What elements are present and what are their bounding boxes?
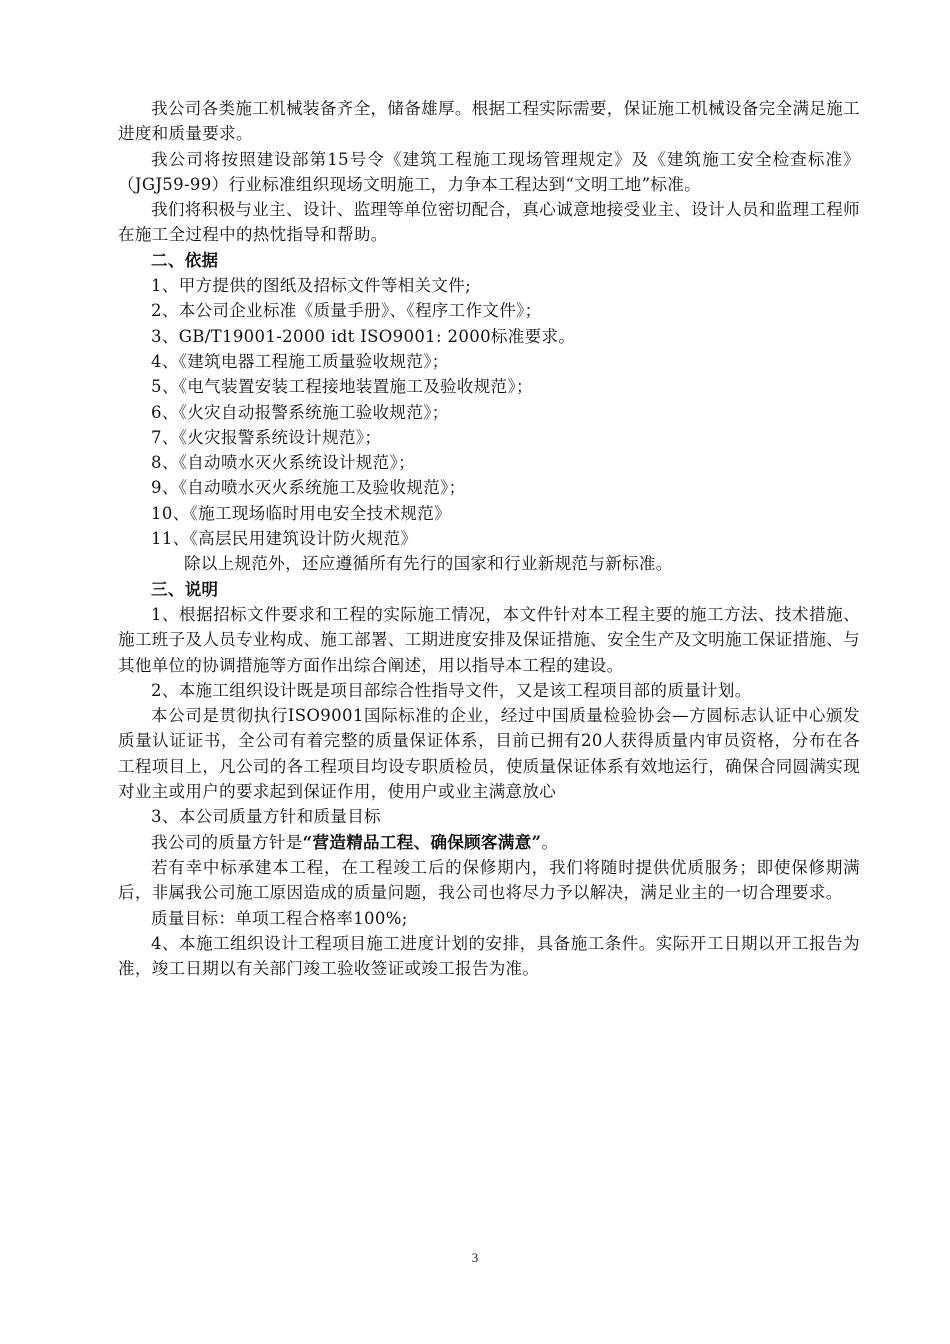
basis-item: 11、《高层民用建筑设计防火规范》 [151, 529, 418, 549]
basis-item: 1、甲方提供的图纸及招标文件等相关文件; [151, 276, 472, 296]
basis-item: 9、《自动喷水灭火系统施工及验收规范》； [151, 478, 466, 498]
quality-policy-paragraph [118, 830, 860, 855]
basis-item: 10、《施工现场临时用电安全技术规范》 [151, 503, 451, 523]
intro-paragraph-2: 我公司将按照建设部第15号令《建筑工程施工现场管理规定》及《建筑施工安全检查标准》（JGJ59-99）行业标准组织现场文明施工，力争本工程达到“文明工地”标准。 [118, 149, 860, 194]
quality-goal: 质量目标：单项工程合格率100%; [151, 908, 408, 928]
section-heading-basis: 二、依据 [151, 250, 219, 270]
document-body [118, 96, 860, 981]
explanation-paragraph: 4、本施工组织设计工程项目施工进度计划的安排，具备施工条件。实际开工日期以开工报告为准，竣工日期以有关部门竣工验收签证或竣工报告为准。 [118, 933, 860, 979]
basis-item: 6、《火灾自动报警系统施工验收规范》； [151, 402, 449, 422]
basis-item: 3、GB/T19001-2000 idt ISO9001: 2000标准要求。 [151, 326, 576, 346]
quality-policy-slogan: “营造精品工程、确保顾客满意” [302, 832, 542, 852]
explanation-paragraph: 1、根据招标文件要求和工程的实际施工情况，本文件针对本工程主要的施工方法、技术措施、施工班子及人员专业构成、施工部署、工期进度安排及保证措施、安全生产及文明施工保证措施、与其他单位的协调措施等方面作出综合阐述，用以指导本工程的建设。 [118, 604, 860, 675]
explanation-paragraph: 2、本施工组织设计既是项目部综合性指导文件，又是该工程项目部的质量计划。 [151, 680, 752, 700]
basis-item: 8、《自动喷水灭火系统设计规范》； [151, 453, 415, 473]
basis-note: 除以上规范外，还应遵循所有先行的国家和行业新规范与新标准。 [184, 554, 673, 574]
basis-item: 7、《火灾报警系统设计规范》； [151, 427, 382, 447]
page-number: 3 [471, 1250, 479, 1265]
explanation-paragraph: 本公司是贯彻执行ISO9001国际标准的企业，经过中国质量检验协会—方圆标志认证中心颁发质量认证证书，全公司有着完整的质量保证体系，目前已拥有20人获得质量内审员资格，分布在各工程项目上，凡公司的各工程项目均设专职质检员，使质量保证体系有效地运行，确保合同圆满实现对业主或用户的要求起到保证作用，使用户或业主满意放心 [118, 706, 860, 802]
basis-item: 2、本公司企业标准《质量手册》、《程序工作文件》； [151, 301, 542, 321]
intro-paragraph-1: 我公司各类施工机械装备齐全，储备雄厚。根据工程实际需要，保证施工机械设备完全满足施工进度和质量要求。 [118, 99, 860, 144]
section-heading-explanation: 三、说明 [151, 579, 219, 599]
basis-item: 4、《建筑电器工程施工质量验收规范》； [151, 351, 449, 371]
basis-item: 5、《电气装置安装工程接地装置施工及验收规范》； [151, 377, 533, 397]
explanation-paragraph: 若有幸中标承建本工程，在工程竣工后的保修期内，我们将随时提供优质服务；即使保修期满后，非属我公司施工原因造成的质量问题，我公司也将尽力予以解决，满足业主的一切合理要求。 [118, 857, 860, 903]
quality-policy-suffix: 。 [541, 832, 559, 852]
explanation-paragraph: 3、本公司质量方针和质量目标 [151, 807, 381, 827]
intro-paragraph-3: 我们将积极与业主、设计、监理等单位密切配合，真心诚意地接受业主、设计人员和监理工程师在施工全过程中的热忱指导和帮助。 [118, 200, 860, 245]
quality-policy-prefix: 我公司的质量方针是 [151, 832, 303, 852]
